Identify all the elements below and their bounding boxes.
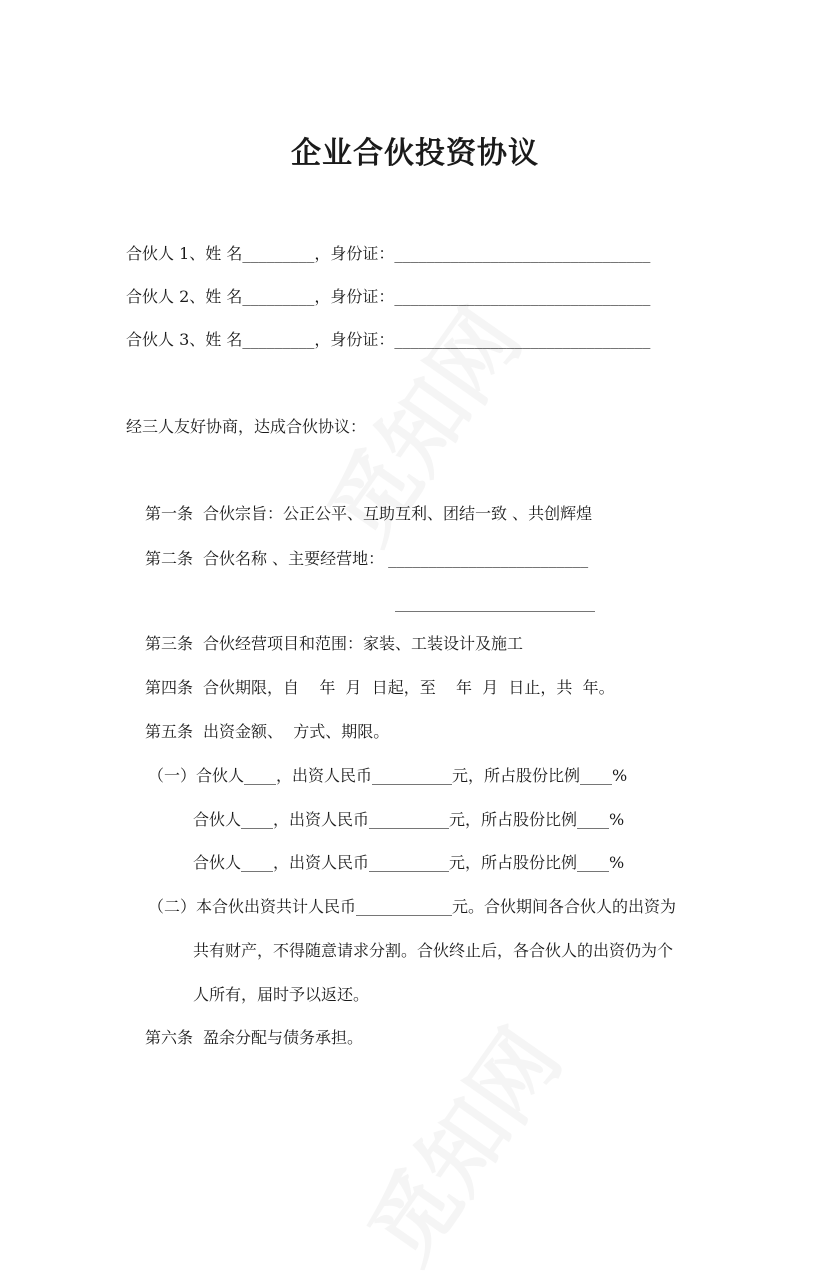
partner-row [126, 329, 650, 351]
id-label: ，身份证： [314, 287, 395, 306]
article-6 [145, 1027, 363, 1049]
id-blank: ________________________________ [394, 244, 651, 263]
article-5 [145, 721, 389, 743]
contrib-text: 合伙人____，出资人民币__________元，所占股份比例____% [196, 766, 628, 785]
contrib-row: 合伙人____，出资人民币__________元，所占股份比例____% [193, 853, 625, 872]
partner-label: 合伙人 1、姓 名 [126, 244, 243, 263]
article-number: 第六条 [145, 1028, 194, 1047]
address-blank: _________________________ [388, 549, 589, 568]
total-paragraph-line: 共有财产，不得随意请求分割。合伙终止后，各合伙人的出资仍为个 [193, 941, 674, 960]
article-1 [145, 503, 592, 525]
contrib-row: 合伙人____，出资人民币__________元，所占股份比例____% [193, 810, 625, 829]
id-label: ，身份证： [314, 244, 395, 263]
article-number: 第四条 [145, 678, 194, 697]
article-2 [145, 548, 588, 570]
id-label: ，身份证： [314, 330, 395, 349]
section-marker: （一） [148, 766, 197, 785]
address-blank-2: _________________________ [395, 593, 595, 612]
name-blank: _________ [242, 287, 315, 306]
article-text: 合伙期限，自 年 月 日起，至 年 月 日止，共 年。 [203, 678, 615, 697]
article-text: 合伙名称 、主要经营地： [203, 549, 385, 568]
contrib-row [148, 765, 627, 787]
article-number: 第一条 [145, 504, 194, 523]
article-text: 合伙宗旨：公正公平、互助互利、团结一致 、共创辉煌 [203, 504, 593, 523]
intro-text: 经三人友好协商，达成合伙协议： [126, 417, 367, 436]
id-blank: ________________________________ [394, 287, 651, 306]
partner-row [126, 243, 650, 265]
article-text: 盈余分配与债务承担。 [203, 1028, 364, 1047]
article-text: 出资金额、 方式、期限。 [203, 722, 390, 741]
total-text: 本合伙出资共计人民币____________元。合伙期间各合伙人的出资为 [196, 897, 677, 916]
article-text: 合伙经营项目和范围：家装、工装设计及施工 [203, 634, 524, 653]
section-marker: （二） [148, 897, 197, 916]
article-number: 第五条 [145, 722, 194, 741]
document-title: 企业合伙投资协议 [291, 136, 539, 171]
total-paragraph [148, 896, 676, 918]
article-number: 第二条 [145, 549, 194, 568]
article-4 [145, 677, 615, 699]
name-blank: _________ [242, 330, 315, 349]
partner-row [126, 286, 650, 308]
id-blank: ________________________________ [394, 330, 651, 349]
article-number: 第三条 [145, 634, 194, 653]
partner-label: 合伙人 3、姓 名 [126, 330, 243, 349]
name-blank: _________ [242, 244, 315, 263]
total-paragraph-line: 人所有，届时予以返还。 [193, 985, 370, 1004]
watermark-bottom [334, 1001, 584, 1283]
article-3 [145, 633, 523, 655]
partner-label: 合伙人 2、姓 名 [126, 287, 243, 306]
